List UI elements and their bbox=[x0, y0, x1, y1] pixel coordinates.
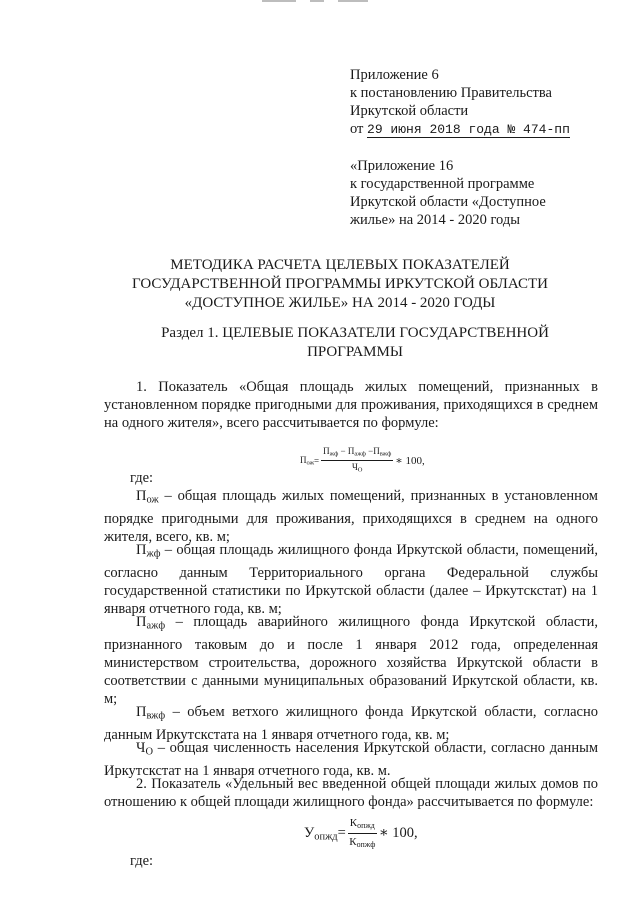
definition-cho: $Ч_О$ – общая численность населения Иркутской области, согласно данным Иркутскстат на 1 января отчетного года, кв. м. bbox=[104, 740, 598, 779]
formula-lhs: $П_{ож}$ bbox=[300, 454, 315, 467]
definition-pvzhf: $П_{вжф}$ – объем ветхого жилищного фонда Иркутской области, согласно данным Иркутскстата на 1 января отчетного года, кв. м; bbox=[104, 704, 598, 743]
formula-2 bbox=[304, 816, 418, 852]
appendix-line: «Приложение 16 bbox=[350, 158, 454, 174]
section-line: Раздел 1. ЦЕЛЕВЫЕ ПОКАЗАТЕЛИ ГОСУДАРСТВЕННОЙ bbox=[161, 325, 549, 341]
formula-lhs: $У_{опжд}$ bbox=[304, 825, 338, 843]
formula-numerator: $П_{жф} - П_{ажф} -П_{вжф}$ bbox=[321, 446, 393, 461]
appendix-line: к государственной программе bbox=[350, 176, 535, 192]
definition-pozh: $П_{ож}$ – общая площадь жилых помещений, признанных в установленном порядке пригодными для проживания, приходящихся в среднем на одного жителя, всего, кв. м; bbox=[104, 488, 598, 545]
where-label: где: bbox=[130, 470, 154, 486]
date-prefix: от bbox=[350, 121, 368, 137]
scan-mark bbox=[262, 0, 372, 3]
formula-numerator: $К_{опжд}$ bbox=[348, 816, 377, 834]
appendix-line: Иркутской области «Доступное bbox=[350, 194, 546, 210]
formula-denominator: $Ч_О$ bbox=[351, 461, 363, 474]
formula-tail: ∗ 100, bbox=[378, 825, 418, 842]
date-value: 29 июня 2018 года № 474-пп bbox=[367, 122, 570, 137]
appendix-line: Приложение 6 bbox=[350, 67, 439, 83]
section-heading bbox=[120, 324, 590, 362]
formula-eq: = bbox=[337, 825, 346, 842]
title-line: ГОСУДАРСТВЕННОЙ ПРОГРАММЫ ИРКУТСКОЙ ОБЛАСТИ bbox=[132, 276, 548, 292]
paragraph-1: 1. Показатель «Общая площадь жилых помещений, признанных в установленном порядке пригодными для проживания, приходящихся в среднем на одного жителя», всего рассчитывается по формуле: bbox=[104, 379, 598, 431]
formula-denominator: $К_{опжф}$ bbox=[349, 835, 376, 849]
section-line: ПРОГРАММЫ bbox=[307, 344, 403, 360]
title-line: МЕТОДИКА РАСЧЕТА ЦЕЛЕВЫХ ПОКАЗАТЕЛЕЙ bbox=[170, 257, 510, 273]
where-label: где: bbox=[130, 853, 154, 869]
definition-pazhf: $П_{ажф}$ – площадь аварийного жилищного фонда Иркутской области, признанного таковым до и после 1 января 2012 года, определенная министерством строительства, дорожного хозяйства Иркутской области в соответствии с данными муниципальных образований Иркутской области, кв. м; bbox=[104, 614, 598, 707]
appendix-line: к постановлению Правительства bbox=[350, 85, 552, 101]
formula-tail: ∗ 100, bbox=[395, 455, 425, 468]
paragraph-2: 2. Показатель «Удельный вес введенной общей площади жилых домов по отношению к общей площади жилищного фонда» рассчитывается по формуле: bbox=[104, 776, 598, 810]
formula-fraction bbox=[348, 816, 377, 852]
appendix-block bbox=[350, 66, 620, 229]
appendix-line: жилье» на 2014 - 2020 годы bbox=[350, 212, 520, 228]
appendix-date-line bbox=[350, 120, 620, 139]
formula-eq: = bbox=[314, 455, 320, 466]
document-title bbox=[60, 256, 620, 313]
definition-pzhf: $П_{жф}$ – общая площадь жилищного фонда Иркутской области, помещений, согласно данным Территориального органа Федеральной службы государственной статистики по Иркутской области (далее – Иркутскстат) на 1 января отчетного года, кв. м; bbox=[104, 542, 598, 617]
appendix-line: Иркутской области bbox=[350, 103, 469, 119]
title-line: «ДОСТУПНОЕ ЖИЛЬЕ» НА 2014 - 2020 ГОДЫ bbox=[184, 295, 496, 311]
